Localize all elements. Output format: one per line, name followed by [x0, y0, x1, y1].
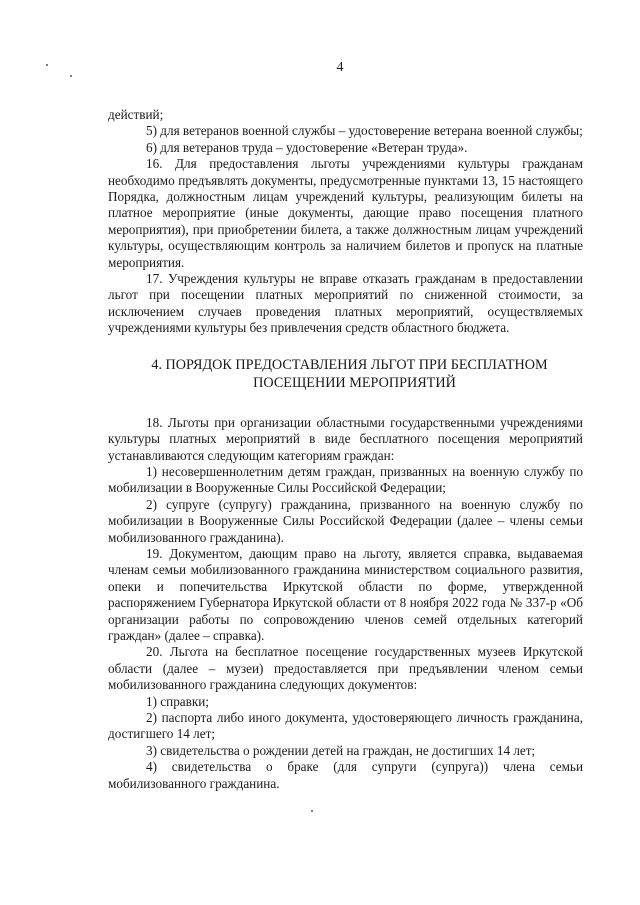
paragraph-p20_4: 4) свидетельства о браке (для супруги (супруга)) члена семьи мобилизованного гражданина. — [108, 759, 583, 791]
scan-speck — [311, 810, 313, 812]
document-body — [108, 107, 583, 792]
paragraph-p17: 17. Учреждения культуры не вправе отказать гражданам в предоставлении льгот при посещении платных мероприятий по сниженной стоимости, за исключением случаев проведения платных мероприятий, осуществляемых учреждениями культуры без привлечения средств областного бюджета. — [108, 271, 583, 336]
paragraphs-after-section — [108, 415, 583, 792]
paragraph-p16: 16. Для предоставления льготы учреждениями культуры гражданам необходимо предъявлять документы, предусмотренные пунктами 13, 15 настоящего Порядка, должностным лицам учреждений культуры, реализующим билеты на платное мероприятие (иные документы, дающие право посещения платного мероприятия), при приобретении билета, а также должностным лицам учреждений культуры, осуществляющим контроль за наличием билетов и пропуск на платные мероприятия. — [108, 156, 583, 270]
paragraph-p20_1: 1) справки; — [146, 693, 209, 709]
paragraph-p18: 18. Льготы при организации областными государственными учреждениями культуры платных мероприятий в виде бесплатного посещения мероприятий устанавливаются следующим категориям граждан: — [108, 414, 583, 463]
paragraph-p18_1: 1) несовершеннолетним детям граждан, призванных на военную службу по мобилизации в Вооруженные Силы Российской Федерации; — [108, 463, 583, 496]
paragraph-p18_2: 2) супруге (супругу) гражданина, призванного на военную службу по мобилизации в Вооруженные Силы Российской Федерации (далее – члены семьи мобилизованного гражданина). — [108, 496, 583, 545]
paragraph-p20_3: 3) свидетельства о рождении детей на граждан, не достигших 14 лет; — [146, 742, 536, 758]
paragraph-p6: 6) для ветеранов труда – удостоверение «Ветеран труда». — [146, 139, 468, 155]
scan-speck — [46, 64, 48, 66]
section-heading-line-2: ПОСЕЩЕНИИ МЕРОПРИЯТИЙ — [253, 374, 456, 391]
paragraph-cont: действий; — [108, 107, 164, 122]
section-heading — [108, 356, 583, 392]
scan-speck — [70, 75, 72, 77]
paragraph-p5: 5) для ветеранов военной службы – удостоверение ветерана военной службы; — [146, 123, 583, 139]
paragraphs-before-section — [108, 107, 583, 337]
paragraph-p20: 20. Льгота на бесплатное посещение государственных музеев Иркутской области (далее – музеи) предоставляется при предъявлении членом семьи мобилизованного гражданина следующих документов: — [108, 644, 583, 693]
paragraph-p19: 19. Документом, дающим право на льготу, является справка, выдаваемая членам семьи мобилизованного гражданина министерством социального развития, опеки и попечительства Иркутской области по форме, утвержденной распоряжением Губернатора Иркутской области от 8 ноября 2022 года № 337-р «Об организации работы по сопровождению членов семей отдельных категорий граждан» (далее – справка). — [108, 545, 583, 643]
paragraph-p20_2: 2) паспорта либо иного документа, удостоверяющего личность гражданина, достигшего 14 лет; — [108, 710, 583, 742]
page-number: 4 — [336, 60, 344, 75]
section-heading-line-1: 4. ПОРЯДОК ПРЕДОСТАВЛЕНИЯ ЛЬГОТ ПРИ БЕСПЛАТНОМ — [151, 356, 548, 373]
